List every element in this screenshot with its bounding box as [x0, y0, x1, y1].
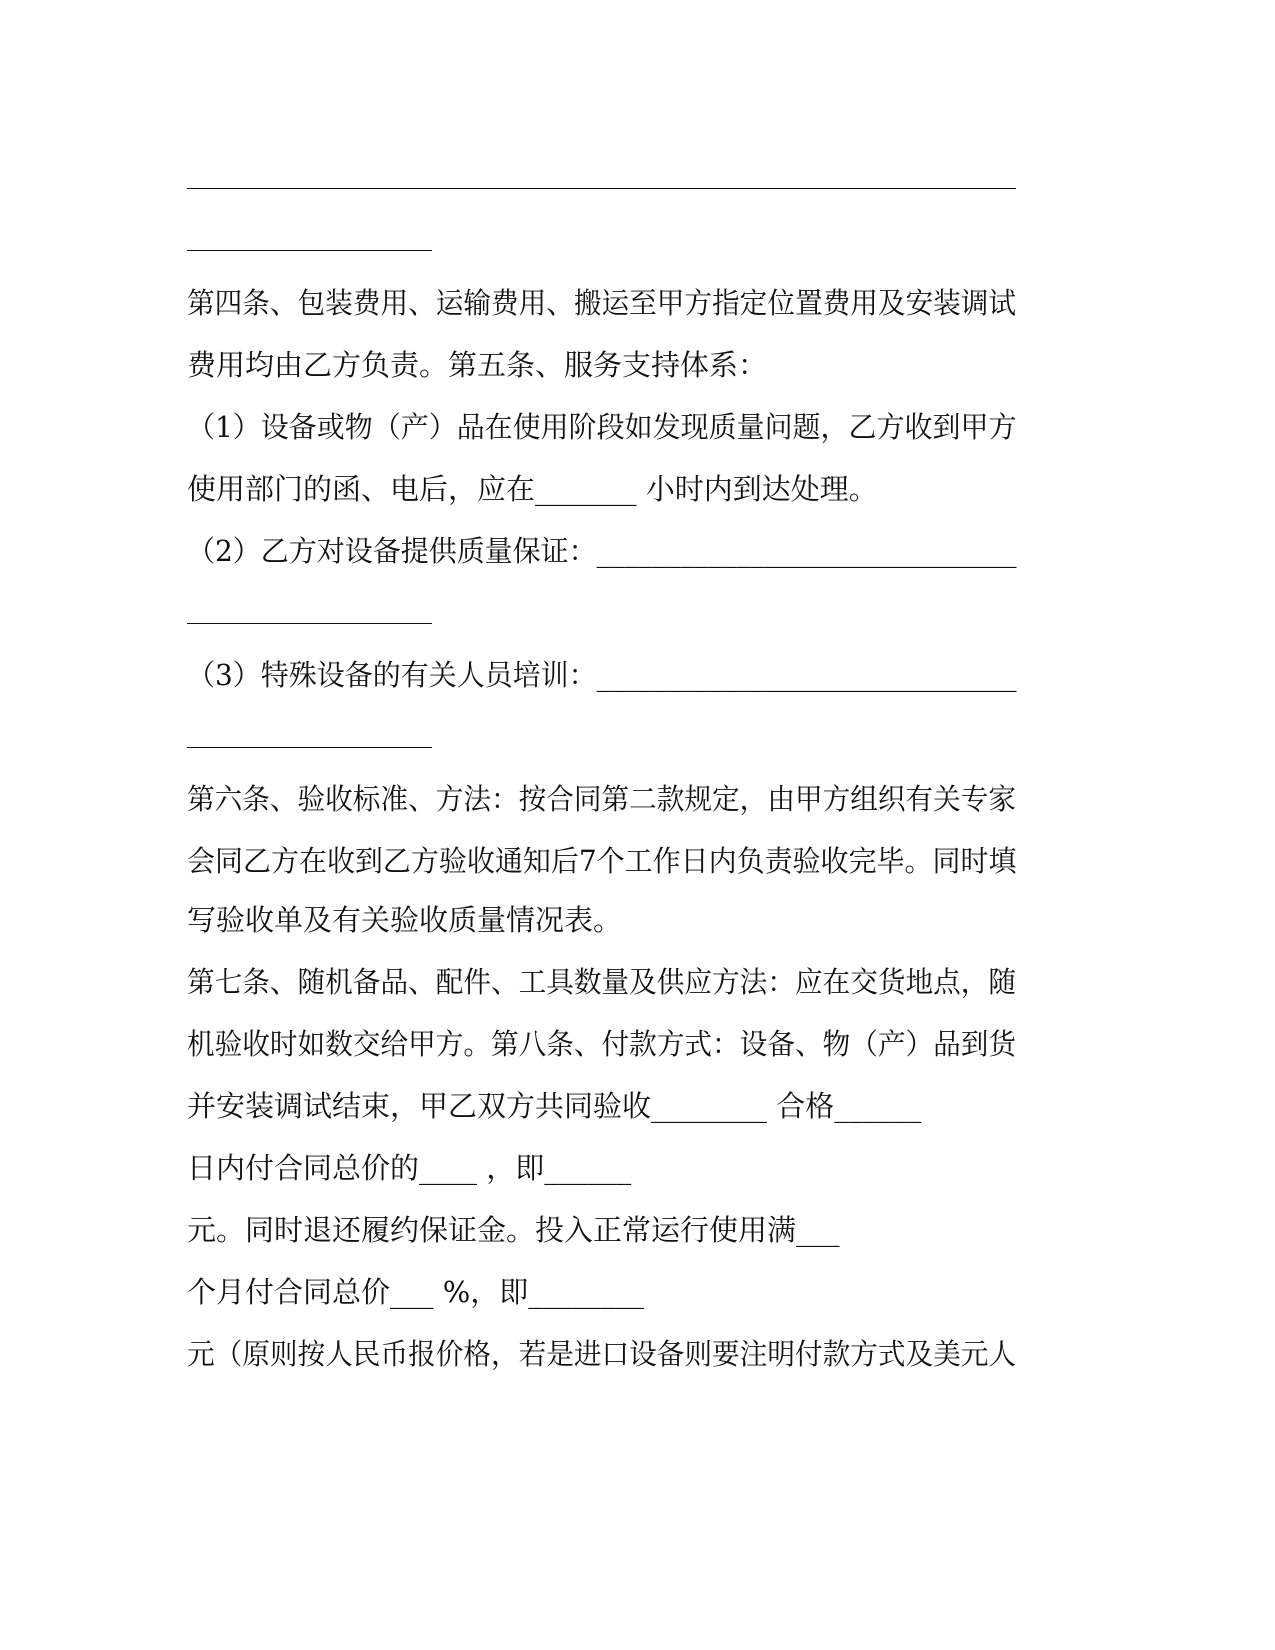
clause-5-item-3-line: （3）特殊设备的有关人员培训：______________________________ [187, 658, 1017, 692]
blank-rule [187, 747, 432, 748]
blank-rule [187, 250, 432, 251]
clause-6-line-2: 会同乙方在收到乙方验收通知后7个工作日内负责验收完毕。同时填 [187, 844, 1017, 878]
clause-8-line-1: 并安装调试结束，甲乙双方共同验收________ 合格______ [187, 1089, 922, 1123]
clause-6-line-3: 写验收单及有关验收质量情况表。 [187, 903, 623, 937]
blank-rule [187, 623, 432, 624]
clause-4-line-1: 第四条、包装费用、运输费用、搬运至甲方指定位置费用及安装调试 [187, 286, 1017, 320]
clause-7-line-1: 第七条、随机备品、配件、工具数量及供应方法：应在交货地点，随 [187, 965, 1017, 999]
clause-4-line-2: 费用均由乙方负责。第五条、服务支持体系： [187, 348, 768, 382]
clause-8-line-4: 个月付合同总价___ %，即________ [187, 1275, 645, 1309]
clause-7-line-2: 机验收时如数交给甲方。第八条、付款方式：设备、物（产）品到货 [187, 1027, 1017, 1061]
clause-8-line-5: 元（原则按人民币报价格，若是进口设备则要注明付款方式及美元人 [187, 1337, 1017, 1371]
clause-8-line-2: 日内付合同总价的____ ，即______ [187, 1151, 632, 1185]
clause-5-item-1-line-2: 使用部门的函、电后，应在_______ 小时内到达处理。 [187, 472, 878, 506]
clause-8-line-3: 元。同时退还履约保证金。投入正常运行使用满___ [187, 1213, 840, 1247]
blank-rule [187, 188, 1016, 189]
clause-5-item-1-line-1: （1）设备或物（产）品在使用阶段如发现质量问题，乙方收到甲方 [187, 410, 1017, 444]
clause-6-line-1: 第六条、验收标准、方法：按合同第二款规定，由甲方组织有关专家 [187, 782, 1017, 816]
clause-5-item-2-line: （2）乙方对设备提供质量保证：______________________________ [187, 534, 1017, 568]
